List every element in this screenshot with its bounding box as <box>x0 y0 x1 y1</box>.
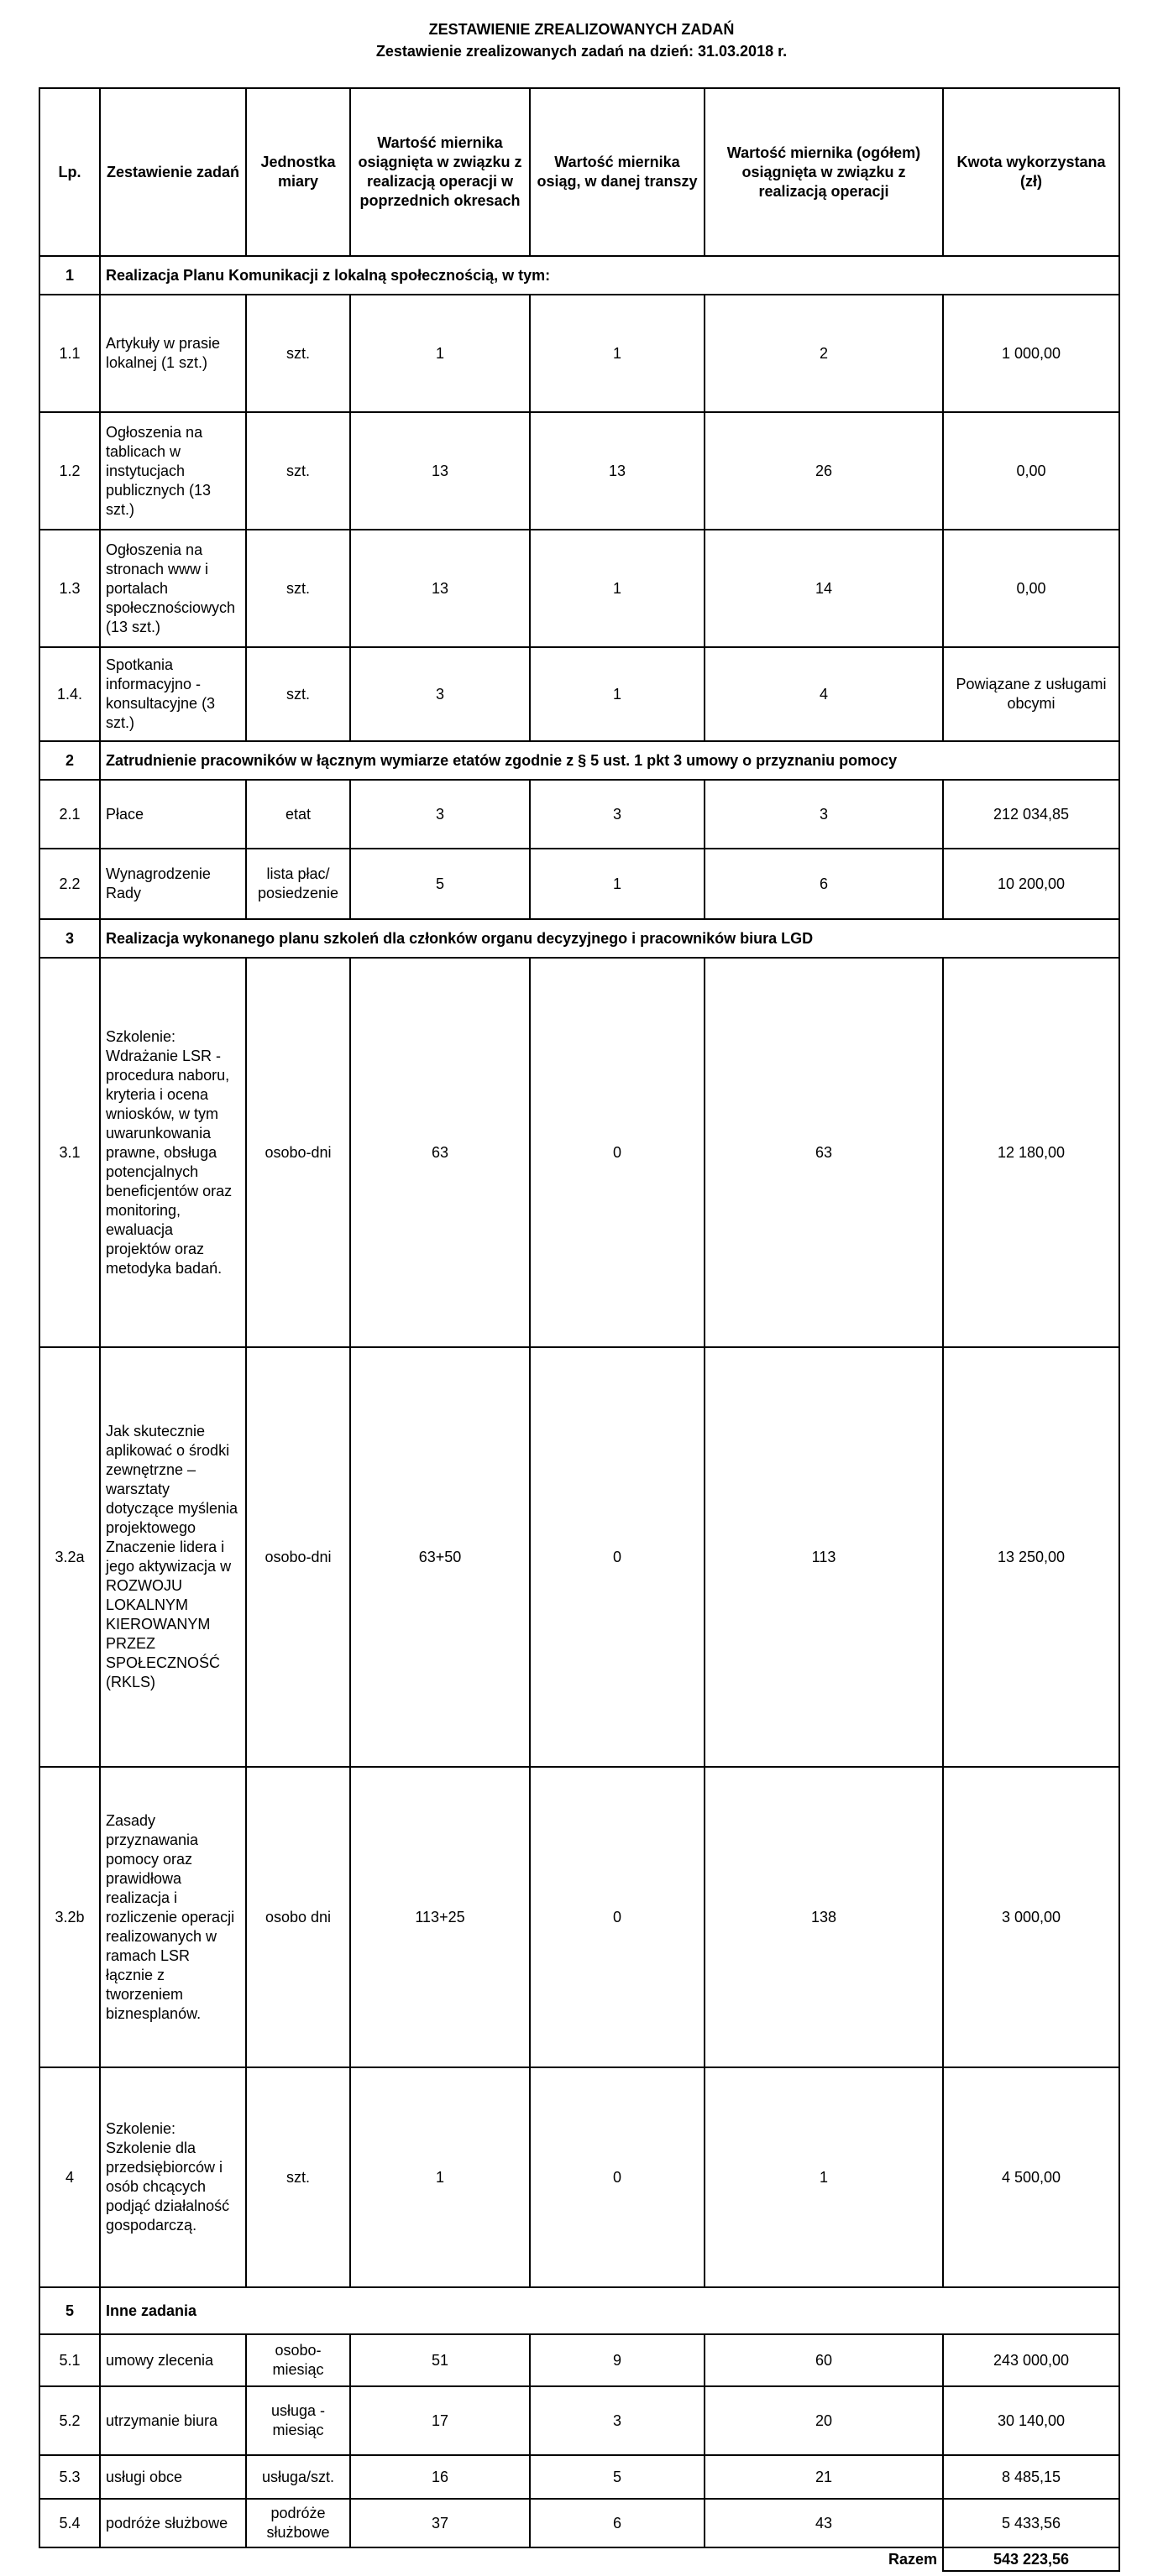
row-tranche: 3 <box>530 780 705 849</box>
row-unit: szt. <box>246 295 350 412</box>
row-task: Płace <box>100 780 246 849</box>
table-row <box>39 2386 1119 2455</box>
section-lp: 3 <box>39 919 100 958</box>
row-prev: 1 <box>350 295 530 412</box>
table-row <box>39 780 1119 849</box>
row-amount: 5 433,56 <box>943 2499 1119 2547</box>
row-tranche: 0 <box>530 1347 705 1767</box>
row-prev: 16 <box>350 2455 530 2499</box>
table-row <box>39 849 1119 919</box>
row-unit: szt. <box>246 412 350 530</box>
row-unit: osobo-dni <box>246 958 350 1347</box>
row-task: usługi obce <box>100 2455 246 2499</box>
row-lp: 5.2 <box>39 2386 100 2455</box>
row-tranche: 1 <box>530 849 705 919</box>
row-task: Spotkania informacyjno - konsultacyjne (3 szt.) <box>100 647 246 741</box>
row-total: 43 <box>705 2499 943 2547</box>
row-task: umowy zlecenia <box>100 2334 246 2386</box>
row-tranche: 1 <box>530 647 705 741</box>
row-task: Jak skutecznie aplikować o środki zewnętrzne – warsztaty dotyczące myślenia projektowego Znaczenie lidera i jego aktywizacja w ROZWOJU LOKALNYM KIEROWANYM PRZEZ SPOŁECZNOŚĆ (RKLS) <box>100 1347 246 1767</box>
table-row <box>39 1767 1119 2067</box>
row-unit: podróże służbowe <box>246 2499 350 2547</box>
table-row <box>39 530 1119 647</box>
row-lp: 1.4. <box>39 647 100 741</box>
row-amount: 1 000,00 <box>943 295 1119 412</box>
row-prev: 51 <box>350 2334 530 2386</box>
section-label: Realizacja wykonanego planu szkoleń dla członków organu decyzyjnego i pracowników biura LGD <box>100 919 1119 958</box>
section-row <box>39 919 1119 958</box>
row-lp: 2.2 <box>39 849 100 919</box>
row-lp: 4 <box>39 2067 100 2287</box>
row-tranche: 3 <box>530 2386 705 2455</box>
row-unit: szt. <box>246 647 350 741</box>
row-amount: 8 485,15 <box>943 2455 1119 2499</box>
row-prev: 13 <box>350 412 530 530</box>
row-total: 1 <box>705 2067 943 2287</box>
row-amount: 13 250,00 <box>943 1347 1119 1767</box>
row-task: Wynagrodzenie Rady <box>100 849 246 919</box>
section-label: Zatrudnienie pracowników w łącznym wymiarze etatów zgodnie z § 5 ust. 1 pkt 3 umowy o przyznaniu pomocy <box>100 741 1119 780</box>
header-total: Wartość miernika (ogółem) osiągnięta w związku z realizacją operacji <box>705 88 943 256</box>
row-unit: etat <box>246 780 350 849</box>
table-row <box>39 2455 1119 2499</box>
row-total: 3 <box>705 780 943 849</box>
row-tranche: 9 <box>530 2334 705 2386</box>
row-tranche: 0 <box>530 1767 705 2067</box>
row-task: utrzymanie biura <box>100 2386 246 2455</box>
row-lp: 1.3 <box>39 530 100 647</box>
row-task: Ogłoszenia na stronach www i portalach społecznościowych (13 szt.) <box>100 530 246 647</box>
row-total: 4 <box>705 647 943 741</box>
row-lp: 3.2a <box>39 1347 100 1767</box>
row-total: 6 <box>705 849 943 919</box>
row-total: 14 <box>705 530 943 647</box>
row-amount: Powiązane z usługami obcymi <box>943 647 1119 741</box>
row-unit: usługa/szt. <box>246 2455 350 2499</box>
header-lp: Lp. <box>39 88 100 256</box>
total-value: 543 223,56 <box>943 2547 1119 2571</box>
row-amount: 30 140,00 <box>943 2386 1119 2455</box>
row-prev: 13 <box>350 530 530 647</box>
row-task: Ogłoszenia na tablicach w instytucjach publicznych (13 szt.) <box>100 412 246 530</box>
table-row <box>39 1347 1119 1767</box>
table-row <box>39 958 1119 1347</box>
tasks-table <box>39 87 1120 2572</box>
row-lp: 3.2b <box>39 1767 100 2067</box>
row-tranche: 6 <box>530 2499 705 2547</box>
row-unit: usługa - miesiąc <box>246 2386 350 2455</box>
row-unit: lista płac/ posiedzenie <box>246 849 350 919</box>
row-task: podróże służbowe <box>100 2499 246 2547</box>
row-prev: 63 <box>350 958 530 1347</box>
total-row <box>39 2547 1119 2571</box>
row-unit: osobo dni <box>246 1767 350 2067</box>
row-amount: 3 000,00 <box>943 1767 1119 2067</box>
row-amount: 10 200,00 <box>943 849 1119 919</box>
row-tranche: 13 <box>530 412 705 530</box>
header-amount: Kwota wykorzystana (zł) <box>943 88 1119 256</box>
section-row <box>39 256 1119 295</box>
row-amount: 0,00 <box>943 412 1119 530</box>
row-lp: 3.1 <box>39 958 100 1347</box>
table-row <box>39 2499 1119 2547</box>
row-tranche: 1 <box>530 295 705 412</box>
row-task: Szkolenie: Wdrażanie LSR - procedura naboru, kryteria i ocena wniosków, w tym uwarunkowania prawne, obsługa potencjalnych beneficjentów oraz monitoring, ewaluacja projektów oraz metodyka badań. <box>100 958 246 1347</box>
row-total: 113 <box>705 1347 943 1767</box>
row-task: Szkolenie: Szkolenie dla przedsiębiorców i osób chcących podjąć działalność gospodarczą. <box>100 2067 246 2287</box>
row-prev: 17 <box>350 2386 530 2455</box>
row-lp: 2.1 <box>39 780 100 849</box>
row-tranche: 5 <box>530 2455 705 2499</box>
section-lp: 5 <box>39 2287 100 2334</box>
row-total: 21 <box>705 2455 943 2499</box>
row-lp: 1.2 <box>39 412 100 530</box>
row-task: Artykuły w prasie lokalnej (1 szt.) <box>100 295 246 412</box>
header-tranche: Wartość miernika osiąg, w danej transzy <box>530 88 705 256</box>
section-row <box>39 2287 1119 2334</box>
row-total: 63 <box>705 958 943 1347</box>
document-subtitle: Zestawienie zrealizowanych zadań na dzień: 31.03.2018 r. <box>375 43 788 60</box>
row-prev: 37 <box>350 2499 530 2547</box>
row-tranche: 1 <box>530 530 705 647</box>
table-row <box>39 2334 1119 2386</box>
row-prev: 63+50 <box>350 1347 530 1767</box>
row-prev: 5 <box>350 849 530 919</box>
row-unit: osobo-dni <box>246 1347 350 1767</box>
row-tranche: 0 <box>530 958 705 1347</box>
table-row <box>39 295 1119 412</box>
header-prev: Wartość miernika osiągnięta w związku z realizacją operacji w poprzednich okresach <box>350 88 530 256</box>
row-lp: 5.1 <box>39 2334 100 2386</box>
document-titles <box>0 18 1163 62</box>
document-title: ZESTAWIENIE ZREALIZOWANYCH ZADAŃ <box>428 21 735 38</box>
row-total: 26 <box>705 412 943 530</box>
header-unit: Jednostka miary <box>246 88 350 256</box>
header-task: Zestawienie zadań <box>100 88 246 256</box>
row-tranche: 0 <box>530 2067 705 2287</box>
row-amount: 4 500,00 <box>943 2067 1119 2287</box>
row-lp: 5.4 <box>39 2499 100 2547</box>
row-task: Zasady przyznawania pomocy oraz prawidłowa realizacja i rozliczenie operacji realizowanych w ramach LSR łącznie z tworzeniem biznesplanów. <box>100 1767 246 2067</box>
total-label: Razem <box>39 2547 943 2571</box>
section-lp: 1 <box>39 256 100 295</box>
row-total: 20 <box>705 2386 943 2455</box>
section-row <box>39 741 1119 780</box>
row-amount: 212 034,85 <box>943 780 1119 849</box>
row-prev: 1 <box>350 2067 530 2287</box>
row-unit: osobo-miesiąc <box>246 2334 350 2386</box>
row-total: 2 <box>705 295 943 412</box>
row-lp: 1.1 <box>39 295 100 412</box>
section-label: Realizacja Planu Komunikacji z lokalną społecznością, w tym: <box>100 256 1119 295</box>
section-label: Inne zadania <box>100 2287 1119 2334</box>
section-lp: 2 <box>39 741 100 780</box>
header-row <box>39 88 1119 256</box>
row-total: 60 <box>705 2334 943 2386</box>
row-amount: 243 000,00 <box>943 2334 1119 2386</box>
row-prev: 113+25 <box>350 1767 530 2067</box>
table-row <box>39 2067 1119 2287</box>
row-lp: 5.3 <box>39 2455 100 2499</box>
row-amount: 0,00 <box>943 530 1119 647</box>
row-prev: 3 <box>350 780 530 849</box>
row-prev: 3 <box>350 647 530 741</box>
row-total: 138 <box>705 1767 943 2067</box>
row-amount: 12 180,00 <box>943 958 1119 1347</box>
table-row <box>39 412 1119 530</box>
row-unit: szt. <box>246 2067 350 2287</box>
table-row <box>39 647 1119 741</box>
row-unit: szt. <box>246 530 350 647</box>
